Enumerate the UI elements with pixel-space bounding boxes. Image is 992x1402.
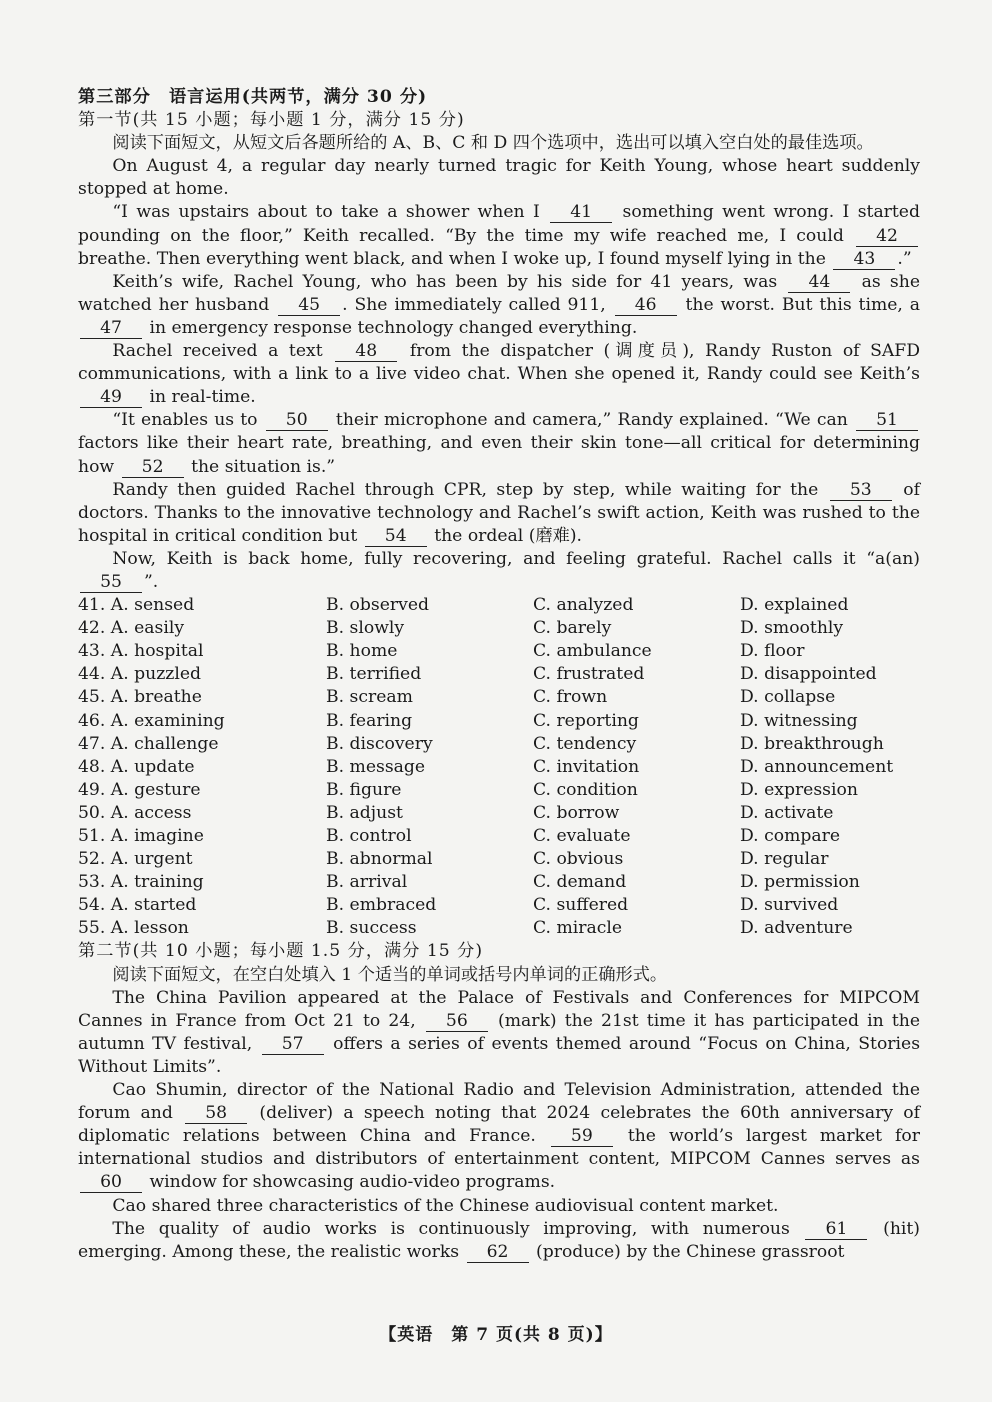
- text-run: .”: [897, 248, 912, 269]
- option-row: [78, 733, 920, 756]
- passage1-paragraph: [78, 340, 920, 409]
- option-row: [78, 710, 920, 733]
- blank-43: 43: [833, 250, 895, 270]
- option-row: [78, 617, 920, 640]
- text-run: ”.: [144, 571, 159, 592]
- part3-title: 第三部分 语言运用(共两节，满分 30 分): [78, 87, 428, 107]
- option-b: B. observed: [326, 595, 429, 616]
- blank-58: 58: [185, 1104, 247, 1124]
- option-d: D. survived: [740, 895, 839, 916]
- option-c: C. obvious: [533, 849, 624, 870]
- page-footer: 【英语 第 7 页(共 8 页)】: [379, 1325, 613, 1345]
- option-c: C. analyzed: [533, 595, 634, 616]
- option-a: 46. A. examining: [78, 710, 225, 731]
- option-c: C. frown: [533, 687, 608, 708]
- text-run: window for showcasing audio-video programs.: [149, 1172, 556, 1193]
- blank-55: 55: [80, 573, 142, 593]
- option-c: C. demand: [533, 872, 627, 893]
- options-table: [78, 594, 920, 940]
- option-a: 44. A. puzzled: [78, 664, 201, 685]
- blank-52: 52: [122, 458, 184, 478]
- option-b: B. discovery: [326, 733, 433, 754]
- option-a: 51. A. imagine: [78, 826, 204, 846]
- option-c: C. miracle: [533, 918, 623, 939]
- option-row: [78, 848, 920, 871]
- option-c: C. invitation: [533, 756, 640, 777]
- option-d: D. expression: [740, 779, 858, 800]
- section1-instruction: 阅读下面短文，从短文后各题所给的 A、B、C 和 D 四个选项中，选出可以填入空白处的最佳选项。: [112, 133, 874, 154]
- blank-46: 46: [615, 296, 677, 316]
- option-d: D. permission: [740, 872, 860, 893]
- text-run: in emergency response technology changed everything.: [149, 317, 638, 338]
- blank-54: 54: [365, 527, 427, 547]
- option-a: 53. A. training: [78, 872, 204, 893]
- passage1-paragraph: On August 4, a regular day nearly turned tragic for Keith Young, whose heart suddenly stopped at home.: [78, 156, 920, 200]
- text-run: (mark) the 21st time it has participated in the autumn TV festival,: [78, 1010, 920, 1054]
- passage1-paragraph: [78, 409, 920, 478]
- option-row: [78, 663, 920, 686]
- option-a: 55. A. lesson: [78, 918, 189, 939]
- option-d: D. adventure: [740, 918, 853, 939]
- option-c: C. condition: [533, 779, 638, 800]
- option-row: [78, 802, 920, 825]
- option-row: [78, 594, 920, 617]
- option-row: [78, 894, 920, 917]
- option-a: 50. A. access: [78, 802, 192, 823]
- passage2-paragraph: [78, 1079, 920, 1194]
- option-d: D. regular: [740, 849, 829, 870]
- option-b: B. scream: [326, 687, 413, 708]
- blank-53: 53: [830, 481, 892, 501]
- blank-56: 56: [426, 1012, 488, 1032]
- option-d: D. announcement: [740, 756, 894, 777]
- option-c: C. borrow: [533, 802, 620, 823]
- text-run: “I was upstairs about to take a shower when I: [112, 202, 540, 223]
- option-d: D. explained: [740, 595, 849, 616]
- option-b: B. fearing: [326, 710, 413, 731]
- passage2-paragraph: [78, 1218, 920, 1264]
- option-c: C. reporting: [533, 710, 639, 731]
- option-row: [78, 640, 920, 663]
- blank-61: 61: [805, 1220, 867, 1240]
- option-c: C. frustrated: [533, 664, 645, 685]
- option-a: 47. A. challenge: [78, 733, 219, 754]
- text-run: (produce) by the Chinese grassroot: [536, 1241, 845, 1262]
- option-row: [78, 871, 920, 894]
- text-run: the ordeal (磨难).: [434, 525, 583, 546]
- option-a: 48. A. update: [78, 756, 195, 777]
- text-run: Cao Shumin, director of the National Radio and Television Administration, attended the forum and: [78, 1080, 920, 1124]
- option-b: B. slowly: [326, 618, 405, 639]
- text-run: of doctors. Thanks to the innovative technology and Rachel’s swift action, Keith was rushed to the hospital in critical condition but: [78, 479, 920, 546]
- option-row: [78, 825, 920, 848]
- text-run: Now, Keith is back home, fully recovering, and feeling grateful. Rachel calls it “a(an): [112, 548, 920, 569]
- option-b: B. control: [326, 826, 412, 846]
- option-c: C. tendency: [533, 733, 637, 754]
- text-run: factors like their heart rate, breathing, and even their skin tone—all critical for determining how: [78, 433, 920, 477]
- option-d: D. floor: [740, 641, 805, 662]
- option-d: D. witnessing: [740, 710, 858, 731]
- passage-2: [78, 987, 920, 1264]
- blank-60: 60: [80, 1173, 142, 1193]
- passage1-paragraph: [78, 479, 920, 548]
- text-run: something went wrong. I started pounding on the floor,” Keith recalled. “By the time my wife reached me, I could: [78, 202, 920, 246]
- text-run: (deliver) a speech noting that 2024 celebrates the 60th anniversary of diplomatic relations between China and France.: [78, 1103, 921, 1147]
- option-d: D. smoothly: [740, 618, 844, 639]
- option-b: B. figure: [326, 779, 402, 800]
- blank-42: 42: [856, 227, 918, 247]
- option-d: D. activate: [740, 802, 834, 823]
- option-a: 43. A. hospital: [78, 641, 204, 662]
- text-run: Rachel received a text: [112, 341, 323, 362]
- blank-45: 45: [278, 296, 340, 316]
- option-a: 49. A. gesture: [78, 779, 201, 800]
- text-run: . She immediately called 911,: [342, 294, 606, 315]
- option-row: [78, 756, 920, 779]
- option-c: C. ambulance: [533, 641, 652, 662]
- section1-title: 第一节(共 15 小题；每小题 1 分，满分 15 分): [78, 110, 465, 131]
- option-a: 52. A. urgent: [78, 849, 193, 870]
- text-run: “It enables us to: [112, 410, 258, 431]
- text-run: the situation is.”: [191, 456, 336, 477]
- option-row: [78, 917, 920, 940]
- option-a: 54. A. started: [78, 895, 197, 916]
- option-row: [78, 779, 920, 802]
- blank-48: 48: [335, 342, 397, 362]
- option-c: C. suffered: [533, 895, 629, 916]
- passage1-paragraph: [78, 548, 920, 594]
- option-d: D. collapse: [740, 687, 836, 708]
- passage1-paragraph: [78, 271, 920, 340]
- option-b: B. message: [326, 756, 426, 777]
- passage-1: [78, 155, 920, 594]
- text-run: the world’s largest market for international studios and distributors of entertainment content, MIPCOM Cannes serves as: [78, 1126, 920, 1170]
- section2-instruction: 阅读下面短文，在空白处填入 1 个适当的单词或括号内单词的正确形式。: [112, 964, 668, 985]
- option-d: D. breakthrough: [740, 733, 884, 754]
- blank-62: 62: [467, 1243, 529, 1263]
- text-run: breathe. Then everything went black, and when I woke up, I found myself lying in the: [78, 248, 826, 269]
- option-b: B. abnormal: [326, 849, 433, 870]
- blank-59: 59: [551, 1127, 613, 1147]
- option-d: D. disappointed: [740, 664, 877, 685]
- text-run: the worst. But this time, a: [685, 294, 921, 315]
- option-row: [78, 686, 920, 709]
- text-run: in real-time.: [149, 387, 256, 408]
- option-c: C. evaluate: [533, 826, 631, 846]
- text-run: Keith’s wife, Rachel Young, who has been by his side for 41 years, was: [112, 271, 778, 292]
- text-run: Randy then guided Rachel through CPR, step by step, while waiting for the: [112, 479, 819, 500]
- blank-44: 44: [788, 273, 850, 293]
- text-run: their microphone and camera,” Randy explained. “We can: [335, 410, 848, 431]
- blank-47: 47: [80, 319, 142, 339]
- passage1-paragraph: [78, 201, 920, 270]
- text-run: (hit) emerging. Among these, the realistic works: [78, 1218, 920, 1262]
- blank-50: 50: [266, 411, 328, 431]
- option-a: 41. A. sensed: [78, 595, 195, 616]
- option-d: D. compare: [740, 826, 841, 846]
- passage2-paragraph: Cao shared three characteristics of the Chinese audiovisual content market.: [112, 1195, 779, 1216]
- option-b: B. adjust: [326, 802, 403, 823]
- text-run: from the dispatcher (调度员), Randy Ruston of SAFD communications, with a link to a live video chat. When she opened it, Randy could see Keith’s: [78, 341, 921, 385]
- blank-57: 57: [262, 1035, 324, 1055]
- text-run: offers a series of events themed around “Focus on China, Stories Without Limits”.: [78, 1033, 921, 1077]
- page-content: [78, 86, 920, 1264]
- blank-41: 41: [550, 203, 612, 223]
- text-run: The China Pavilion appeared at the Palace of Festivals and Conferences for MIPCOM Cannes in France from Oct 21 to 24,: [78, 987, 920, 1031]
- text-run: The quality of audio works is continuously improving, with numerous: [112, 1218, 790, 1239]
- blank-49: 49: [80, 388, 142, 408]
- option-b: B. success: [326, 918, 417, 939]
- option-a: 45. A. breathe: [78, 687, 202, 708]
- section2-title: 第二节(共 10 小题；每小题 1.5 分，满分 15 分): [78, 941, 484, 962]
- option-c: C. barely: [533, 618, 612, 639]
- option-b: B. embraced: [326, 895, 437, 916]
- option-a: 42. A. easily: [78, 618, 185, 639]
- option-b: B. terrified: [326, 664, 422, 685]
- blank-51: 51: [856, 411, 918, 431]
- text-run: as she watched her husband: [78, 271, 920, 315]
- option-b: B. home: [326, 641, 398, 662]
- passage2-paragraph: [78, 987, 920, 1079]
- option-b: B. arrival: [326, 872, 408, 893]
